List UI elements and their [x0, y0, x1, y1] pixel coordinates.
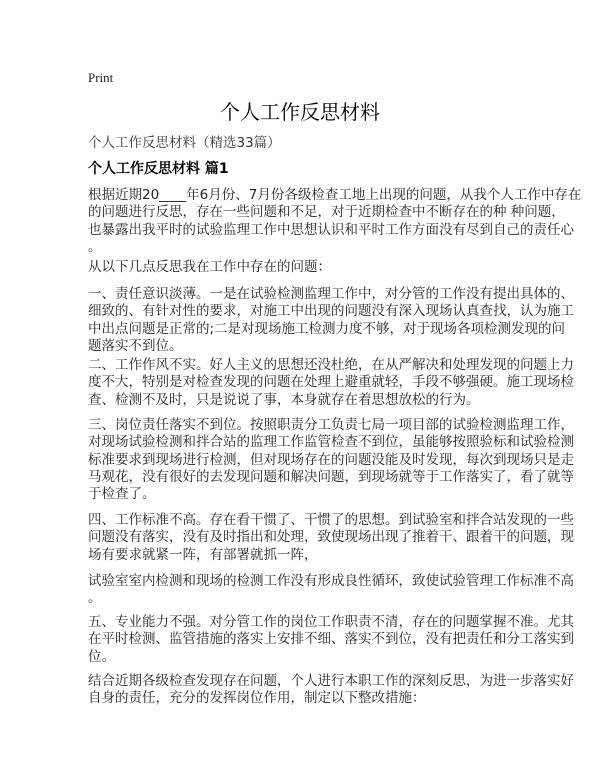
text-line: 查、检测不及时，只是说说了事，本身就存在着思想放松的行为。 — [88, 391, 480, 408]
text-line: 度不大，特别是对检查发现的问题在处理上避重就轻，手段不够强硬。施工现场检 — [88, 374, 574, 391]
document-subtitle: 个人工作反思材料（精选33篇） — [88, 135, 281, 151]
paragraph-point-5 — [88, 614, 574, 666]
text-line: 根据近期20____年6月份、7月份各级检查工地上出现的问题，从我个人工作中存在 — [88, 187, 582, 203]
paragraph-point-4 — [88, 512, 574, 564]
text-line: 在平时检测、监管措施的落实上安排不细、落实不到位，没有把责任和分工落实到 — [88, 631, 574, 648]
text-line: 。 — [88, 238, 102, 255]
paragraph-lead — [88, 259, 331, 276]
text-line: 标准要求到现场进行检测，但对现场存在的问题没能及时发现，每次到现场只是走 — [88, 451, 574, 468]
paragraph-point-3 — [88, 417, 574, 503]
paragraph-point-4-cont — [88, 573, 574, 608]
text-line: 问题没有落实，没有及时指出和处理，致使现场出现了推着干、跟着干的问题，现 — [88, 529, 574, 546]
text-line: 题落实不到位。 — [88, 337, 183, 354]
text-line: 一、责任意识淡薄。一是在试验检测监理工作中，对分管的工作没有提出具体的、 — [88, 286, 574, 302]
text-line: 从以下几点反思我在工作中存在的问题： — [88, 259, 331, 275]
text-line: 于检查了。 — [88, 486, 156, 503]
paragraph-conclusion — [88, 673, 574, 708]
text-line: 场有要求就紧一阵，有部署就抓一阵， — [88, 546, 318, 563]
text-line: 马观花，没有很好的去发现问题和解决问题，到现场就等于工作落实了，看了就等 — [88, 468, 574, 485]
text-line: 结合近期各级检查发现存在问题，个人进行本职工作的深刻反思，为进一步落实好 — [88, 673, 574, 689]
text-line: 五、专业能力不强。对分管工作的岗位工作职责不清，存在的问题掌握不准。尤其 — [88, 614, 574, 630]
text-line: 中出点问题是正常的;二是对现场施工检测力度不够，对于现场各项检测发现的问 — [88, 320, 566, 337]
text-line: 对现场试验检测和拌合站的监理工作监管检查不到位，虽能够按照验标和试验检测 — [88, 434, 574, 451]
text-line: 位。 — [88, 648, 115, 665]
text-line: 。 — [88, 590, 102, 607]
print-link[interactable]: Print — [88, 70, 114, 85]
text-line: 三、岗位责任落实不到位。按照职责分工负责七局一项目部的试验检测监理工作， — [88, 417, 574, 433]
text-line: 的问题进行反思，存在一些问题和不足，对于近期检查中不断存在的种 种问题， — [88, 204, 565, 221]
text-line: 四、工作标准不高。存在看干惯了、干惯了的思想。到试验室和拌合站发现的一些 — [88, 512, 574, 528]
section-heading: 个人工作反思材料 篇1 — [88, 161, 229, 177]
text-line: 自身的责任，充分的发挥岗位作用，制定以下整改措施： — [88, 690, 426, 707]
document-title: 个人工作反思材料 — [220, 100, 380, 124]
text-line: 也暴露出我平时的试验监理工作中思想认识和平时工作方面没有尽到自己的责任心 — [88, 221, 574, 238]
text-line: 二、工作作风不实。好人主义的思想还没杜绝，在从严解决和处理发现的问题上力 — [88, 357, 574, 373]
paragraph-point-1 — [88, 286, 574, 355]
paragraph-intro — [88, 187, 581, 256]
text-line: 细致的、有针对性的要求，对施工中出现的问题没有深入现场认真查找，认为施工 — [88, 303, 574, 320]
paragraph-point-2 — [88, 357, 574, 409]
text-line: 试验室室内检测和现场的检测工作没有形成良性循环，致使试验管理工作标准不高 — [88, 573, 574, 589]
